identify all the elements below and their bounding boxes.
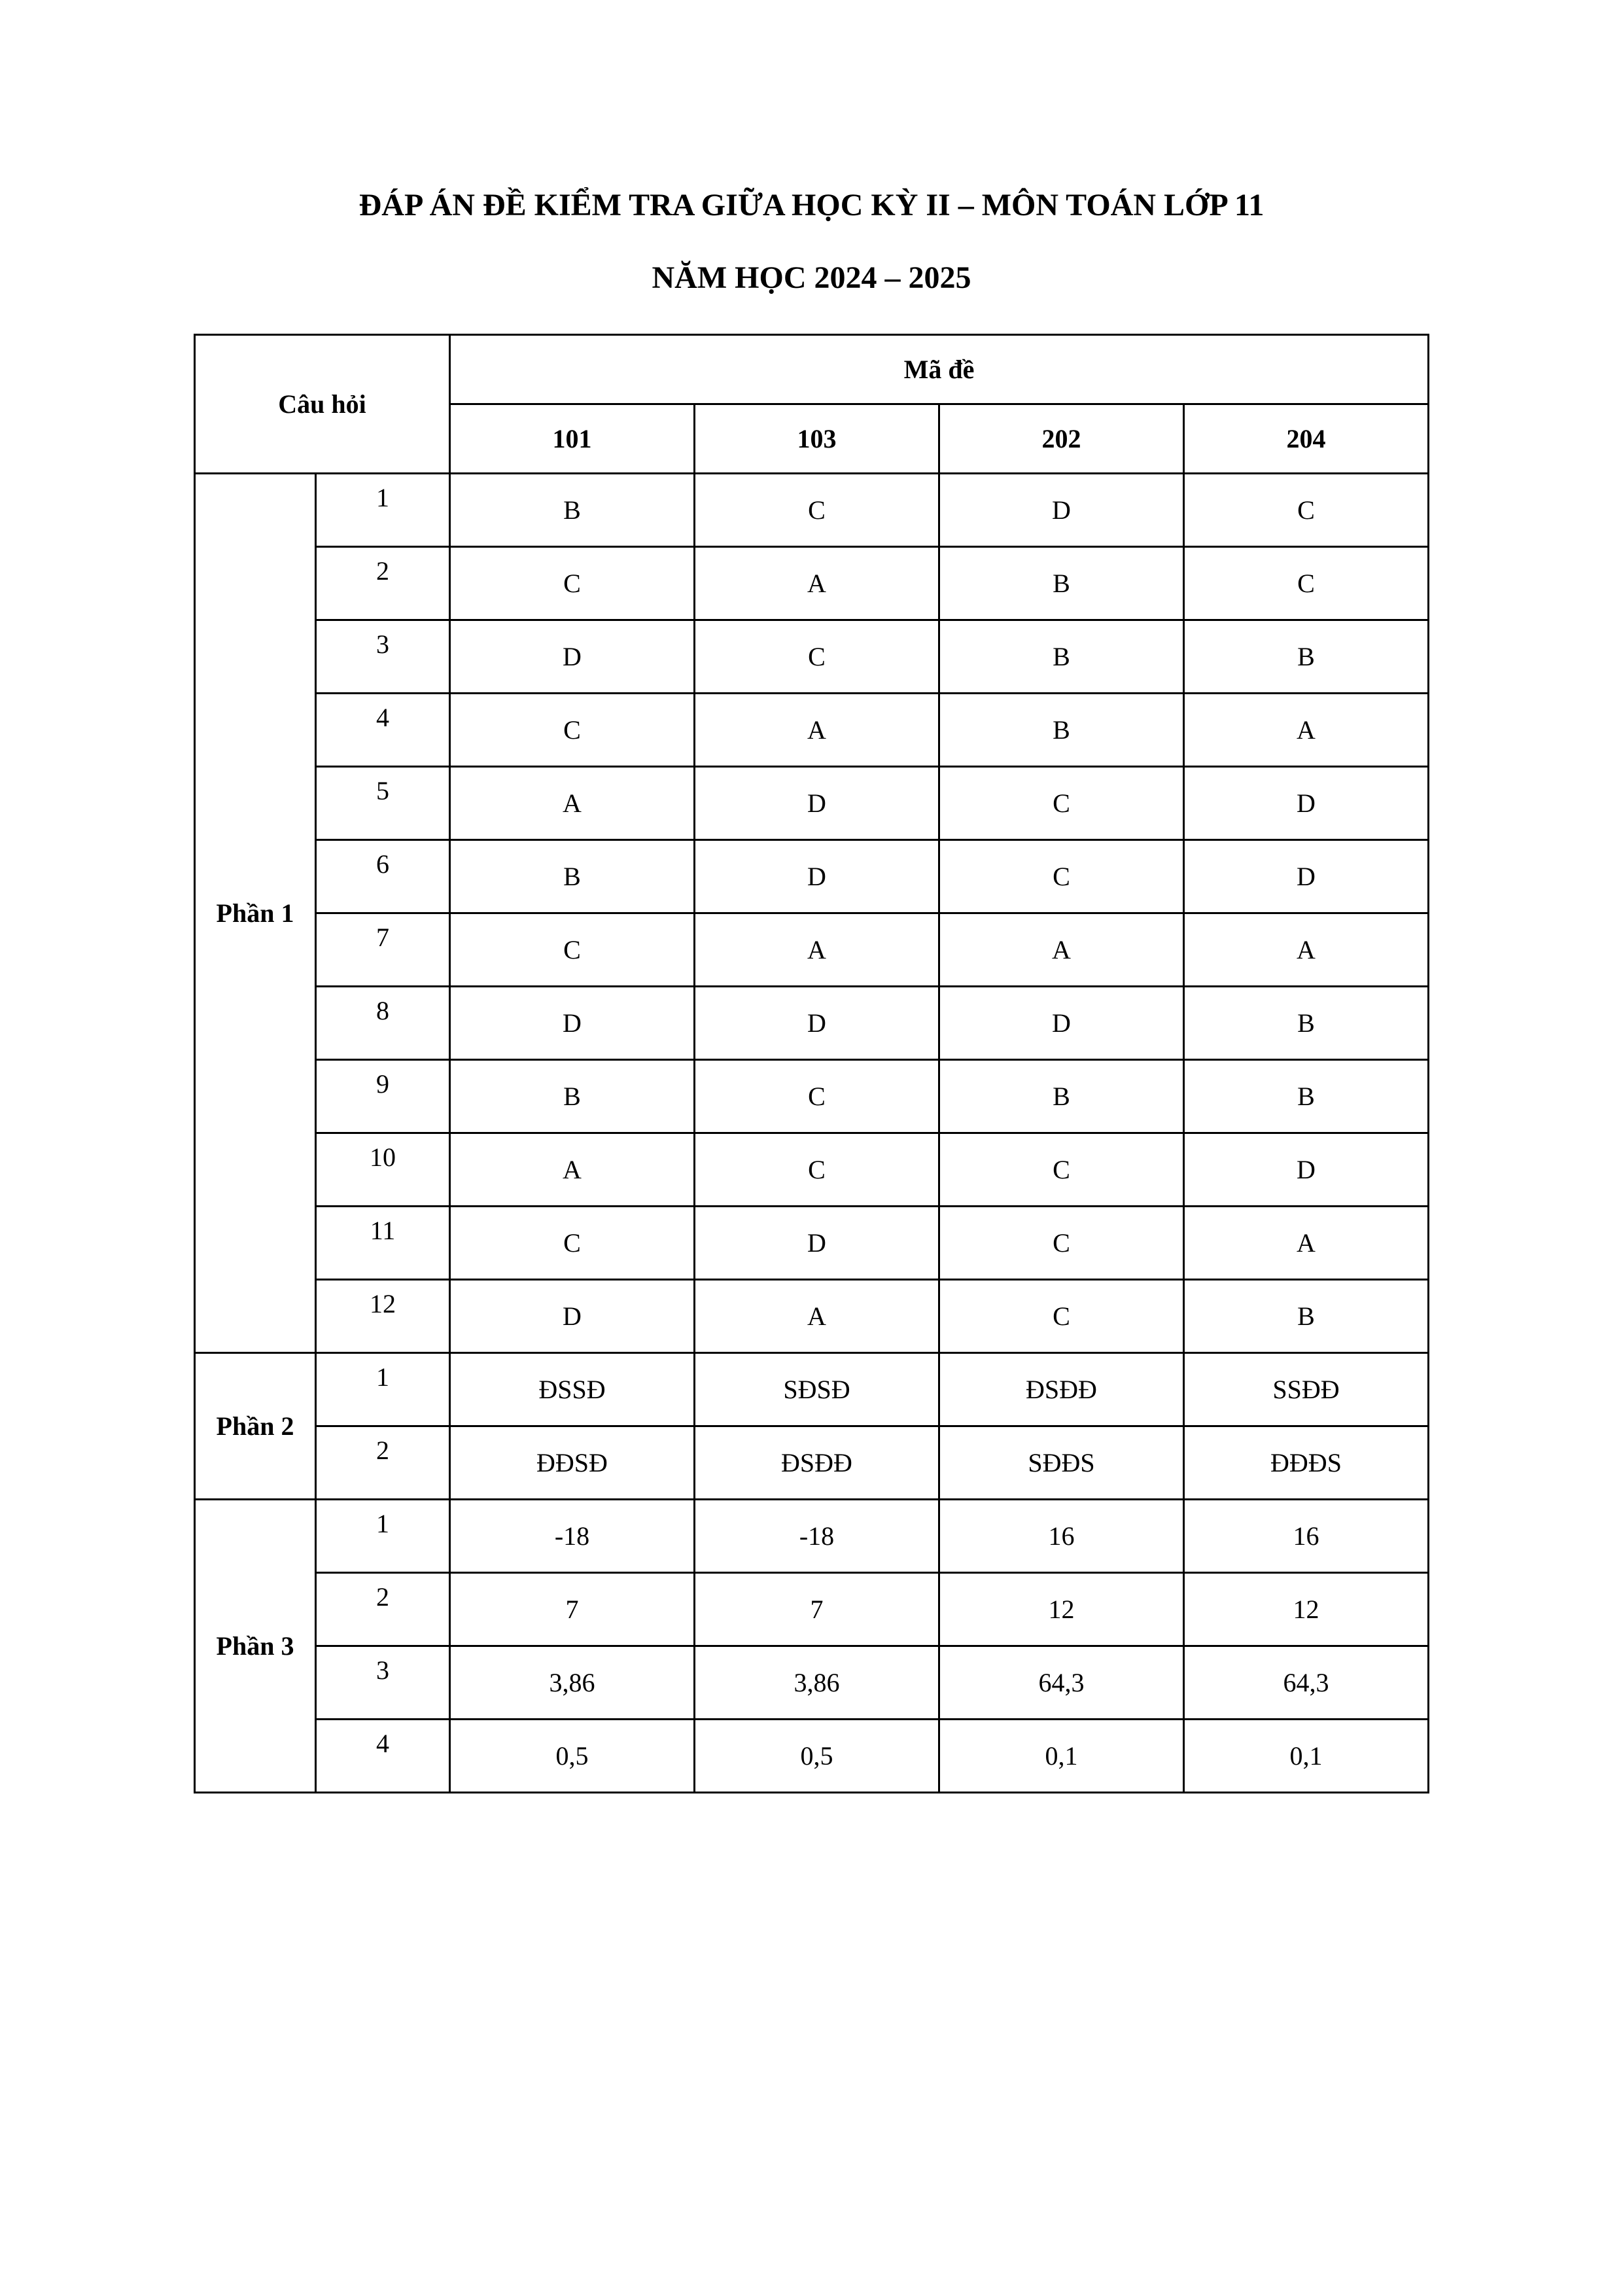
answer-cell: B: [939, 620, 1183, 693]
question-number-cell: 10: [315, 1133, 449, 1206]
table-row: [194, 473, 1428, 546]
answer-cell: D: [1183, 1133, 1428, 1206]
answer-cell: A: [1183, 1206, 1428, 1279]
answer-cell: A: [694, 913, 939, 986]
question-number-cell: 2: [315, 546, 449, 620]
question-number-cell: 12: [315, 1279, 449, 1352]
answer-cell: -18: [694, 1499, 939, 1572]
answer-cell: C: [449, 693, 694, 766]
answer-cell: SĐĐS: [939, 1426, 1183, 1499]
answer-cell: D: [1183, 839, 1428, 913]
answer-cell: C: [694, 1133, 939, 1206]
answer-cell: 0,5: [449, 1719, 694, 1792]
answer-cell: 3,86: [694, 1646, 939, 1719]
part-label-cell: Phần 2: [194, 1352, 315, 1499]
answer-cell: ĐSSĐ: [449, 1352, 694, 1426]
answer-cell: 12: [1183, 1572, 1428, 1646]
answer-cell: D: [939, 986, 1183, 1059]
question-number-cell: 1: [315, 473, 449, 546]
answer-cell: C: [1183, 546, 1428, 620]
part-label-cell: Phần 1: [194, 473, 315, 1352]
question-number-cell: 1: [315, 1352, 449, 1426]
question-number-cell: 8: [315, 986, 449, 1059]
table-row: [194, 620, 1428, 693]
question-number-cell: 4: [315, 693, 449, 766]
answer-cell: D: [694, 766, 939, 839]
answer-cell: A: [1183, 913, 1428, 986]
question-number-cell: 1: [315, 1499, 449, 1572]
answer-cell: B: [1183, 986, 1428, 1059]
header-row-1: [194, 334, 1428, 404]
answer-cell: B: [939, 1059, 1183, 1133]
answer-cell: B: [939, 693, 1183, 766]
question-number-cell: 3: [315, 1646, 449, 1719]
answer-cell: ĐSĐĐ: [694, 1426, 939, 1499]
answer-cell: 7: [449, 1572, 694, 1646]
answer-cell: C: [939, 766, 1183, 839]
answer-cell: C: [939, 839, 1183, 913]
answer-cell: A: [449, 766, 694, 839]
answer-cell: 64,3: [939, 1646, 1183, 1719]
answer-cell: B: [1183, 1279, 1428, 1352]
answer-cell: A: [939, 913, 1183, 986]
table-row: [194, 546, 1428, 620]
answer-cell: B: [1183, 1059, 1428, 1133]
answer-cell: C: [694, 620, 939, 693]
table-row: [194, 1279, 1428, 1352]
answer-cell: C: [1183, 473, 1428, 546]
title-block: [0, 0, 1623, 296]
answer-cell: C: [449, 546, 694, 620]
document-title-line-1: ĐÁP ÁN ĐỀ KIỂM TRA GIỮA HỌC KỲ II – MÔN TOÁN LỚP 11: [358, 188, 1265, 222]
answer-cell: 12: [939, 1572, 1183, 1646]
answer-cell: B: [449, 1059, 694, 1133]
answer-cell: -18: [449, 1499, 694, 1572]
question-column-header: Câu hỏi: [194, 334, 449, 473]
answer-key-table: [194, 334, 1429, 1793]
table-row: [194, 986, 1428, 1059]
answer-cell: ĐSĐĐ: [939, 1352, 1183, 1426]
code-header-103: 103: [694, 404, 939, 473]
answer-cell: ĐĐSĐ: [449, 1426, 694, 1499]
answer-cell: C: [939, 1133, 1183, 1206]
answer-cell: 7: [694, 1572, 939, 1646]
code-header-101: 101: [449, 404, 694, 473]
question-number-cell: 2: [315, 1572, 449, 1646]
answer-cell: D: [694, 986, 939, 1059]
table-row: [194, 1133, 1428, 1206]
table-row: [194, 913, 1428, 986]
table-row: [194, 839, 1428, 913]
question-number-cell: 7: [315, 913, 449, 986]
answer-cell: C: [694, 1059, 939, 1133]
answer-cell: A: [1183, 693, 1428, 766]
question-number-cell: 5: [315, 766, 449, 839]
answer-cell: A: [449, 1133, 694, 1206]
answer-cell: D: [694, 1206, 939, 1279]
table-row: [194, 1719, 1428, 1792]
table-row: [194, 693, 1428, 766]
answer-cell: 0,1: [939, 1719, 1183, 1792]
answer-cell: B: [1183, 620, 1428, 693]
question-number-cell: 4: [315, 1719, 449, 1792]
answer-cell: D: [449, 1279, 694, 1352]
table-row: [194, 1352, 1428, 1426]
question-number-cell: 6: [315, 839, 449, 913]
document-title-line-2: NĂM HỌC 2024 – 2025: [652, 260, 971, 295]
question-number-cell: 3: [315, 620, 449, 693]
question-number-cell: 11: [315, 1206, 449, 1279]
answer-cell: C: [449, 913, 694, 986]
answer-cell: D: [1183, 766, 1428, 839]
answer-table-head: [194, 334, 1428, 473]
answer-table-body: [194, 473, 1428, 1792]
answer-cell: C: [694, 473, 939, 546]
answer-cell: B: [449, 839, 694, 913]
table-row: [194, 1572, 1428, 1646]
answer-cell: A: [694, 1279, 939, 1352]
question-number-cell: 2: [315, 1426, 449, 1499]
table-row: [194, 1206, 1428, 1279]
answer-cell: 0,1: [1183, 1719, 1428, 1792]
answer-cell: SSĐĐ: [1183, 1352, 1428, 1426]
answer-cell: D: [939, 473, 1183, 546]
answer-cell: 3,86: [449, 1646, 694, 1719]
code-header-202: 202: [939, 404, 1183, 473]
table-row: [194, 1426, 1428, 1499]
answer-cell: C: [449, 1206, 694, 1279]
answer-cell: 16: [939, 1499, 1183, 1572]
answer-cell: A: [694, 693, 939, 766]
answer-cell: C: [939, 1206, 1183, 1279]
part-label-cell: Phần 3: [194, 1499, 315, 1792]
answer-cell: D: [694, 839, 939, 913]
answer-cell: C: [939, 1279, 1183, 1352]
table-row: [194, 1646, 1428, 1719]
answer-cell: B: [449, 473, 694, 546]
answer-cell: D: [449, 986, 694, 1059]
table-row: [194, 1499, 1428, 1572]
answer-cell: 16: [1183, 1499, 1428, 1572]
question-number-cell: 9: [315, 1059, 449, 1133]
exam-code-header: Mã đề: [449, 334, 1428, 404]
answer-cell: A: [694, 546, 939, 620]
answer-cell: SĐSĐ: [694, 1352, 939, 1426]
answer-cell: ĐĐĐS: [1183, 1426, 1428, 1499]
code-header-204: 204: [1183, 404, 1428, 473]
answer-cell: 64,3: [1183, 1646, 1428, 1719]
answer-cell: D: [449, 620, 694, 693]
table-row: [194, 766, 1428, 839]
answer-cell: B: [939, 546, 1183, 620]
table-row: [194, 1059, 1428, 1133]
answer-cell: 0,5: [694, 1719, 939, 1792]
